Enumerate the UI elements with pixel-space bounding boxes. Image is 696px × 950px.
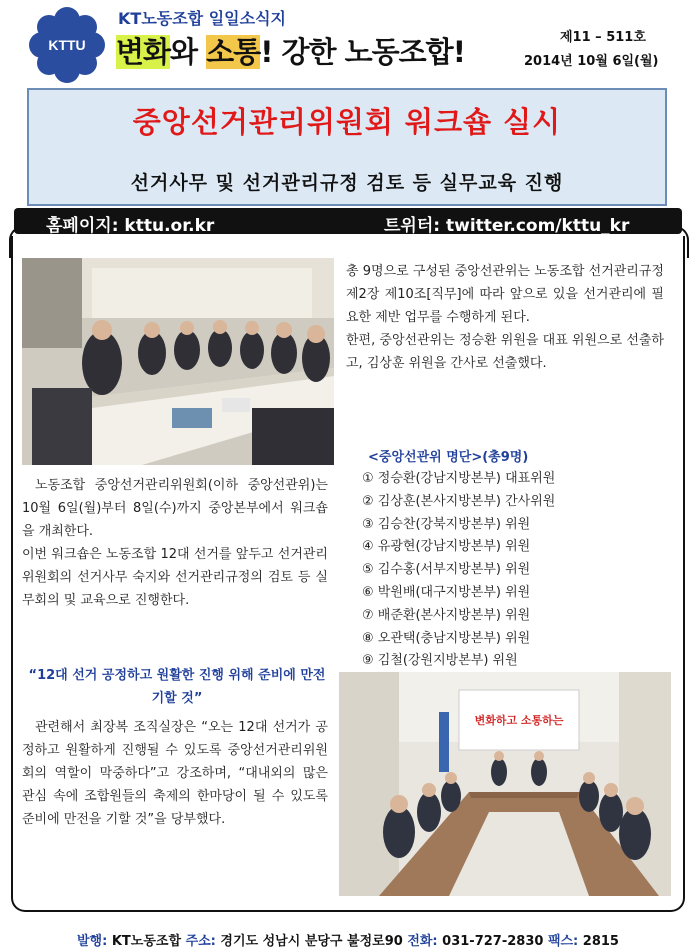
conference-photo xyxy=(339,672,671,896)
homepage-link[interactable]: 홈페이지: kttu.or.kr xyxy=(46,216,215,236)
roster-item: ⑨ 김철(강원지방본부) 위원 xyxy=(362,653,518,669)
fax-label: 팩스: xyxy=(547,934,579,949)
roster-item: ③ 김승찬(강북지방본부) 위원 xyxy=(362,516,531,532)
phone-value: 031-727-2830 xyxy=(437,934,548,949)
roster-list xyxy=(362,468,662,673)
address-label: 주소: xyxy=(185,934,216,949)
article-paragraph: 노동조합 중앙선거관리위원회(이하 중앙선관위)는 10월 6일(월)부터 8일(수)까지 중앙본부에서 워크숍을 개최한다. xyxy=(22,478,328,539)
publisher-value: KT노동조합 xyxy=(107,934,186,949)
publication-name: KT노동조합 일일소식지 xyxy=(118,9,286,28)
roster-item: ⑦ 배준환(본사지방본부) 위원 xyxy=(362,607,531,623)
roster-item: ① 정승환(강남지방본부) 대표위원 xyxy=(362,471,556,486)
issue-number: 제11 – 511호 xyxy=(560,30,646,45)
article-paragraph: 한편, 중앙선관위는 정승환 위원을 대표 위원으로 선출하고, 김상훈 위원을 간사로 선출했다. xyxy=(346,333,664,371)
slogan-highlight-change: 변화 xyxy=(116,35,171,69)
fax-value: 2815 xyxy=(578,934,619,949)
link-bar xyxy=(14,208,682,234)
publisher-footer xyxy=(0,930,696,949)
phone-label: 전화: xyxy=(407,934,438,949)
headline: 중앙선거관리위원회 워크숍 실시 xyxy=(132,105,562,139)
publisher-label: 발행: xyxy=(77,934,108,949)
slogan-text: 와 xyxy=(170,35,207,69)
slogan-text-end: ! 강한 노동조합! xyxy=(260,35,465,69)
headline-box xyxy=(27,88,667,206)
slogan-highlight-communication: 소통 xyxy=(206,35,261,69)
roster-item: ⑧ 오관택(충남지방본부) 위원 xyxy=(362,630,531,646)
kttu-logo xyxy=(28,6,106,84)
address-value: 경기도 성남시 분당구 불정로90 xyxy=(215,934,408,949)
article-paragraph: 관련해서 최장복 조직실장은 “오는 12대 선거가 공정하고 원활하게 진행될 수 있도록 중앙선거관리위원회의 역할이 막중하다”고 강조하며, “대내외의 많은 관심 속에 조합원들의 축제의 한마당이 될 수 있도록 준비에 만전을 기할 것”을 당부했다. xyxy=(22,720,328,827)
banner-text: 변화하고 소통하는 xyxy=(474,714,564,727)
roster-item: ② 김상훈(본사지방본부) 간사위원 xyxy=(362,493,556,509)
frame-corner xyxy=(657,226,689,258)
roster-item: ⑤ 김수홍(서부지방본부) 위원 xyxy=(362,562,531,578)
frame-corner xyxy=(9,226,41,258)
roster-item: ⑥ 박원배(대구지방본부) 위원 xyxy=(362,584,531,600)
twitter-link[interactable]: 트위터: twitter.com/kttu_kr xyxy=(384,216,630,236)
workshop-photo xyxy=(22,258,334,465)
slogan xyxy=(116,30,465,71)
issue-date: 2014년 10월 6일(월) xyxy=(524,54,659,69)
article-paragraph: 총 9명으로 구성된 중앙선관위는 노동조합 선거관리규정 제2장 제10조[직무]에 따라 앞으로 있을 선거관리에 필요한 제반 업무를 수행하게 된다. xyxy=(346,264,664,325)
subheadline: 선거사무 및 선거관리규정 검토 등 실무교육 진행 xyxy=(130,172,564,194)
pull-quote: “12대 선거 공정하고 원활한 진행 위해 준비에 만전기할 것” xyxy=(28,668,326,706)
article-paragraph: 이번 워크숍은 노동조합 12대 선거를 앞두고 선거관리위원회의 선거사무 숙지와 선거관리규정의 검토 등 실무회의 및 교육으로 진행한다. xyxy=(22,547,328,608)
logo-text: KTTU xyxy=(48,37,86,53)
article-body-left xyxy=(22,474,328,612)
roster-item: ④ 유광현(강남지방본부) 위원 xyxy=(362,539,531,555)
article-body-right xyxy=(346,260,664,375)
roster-heading: <중앙선관위 명단>(총9명) xyxy=(368,450,529,465)
